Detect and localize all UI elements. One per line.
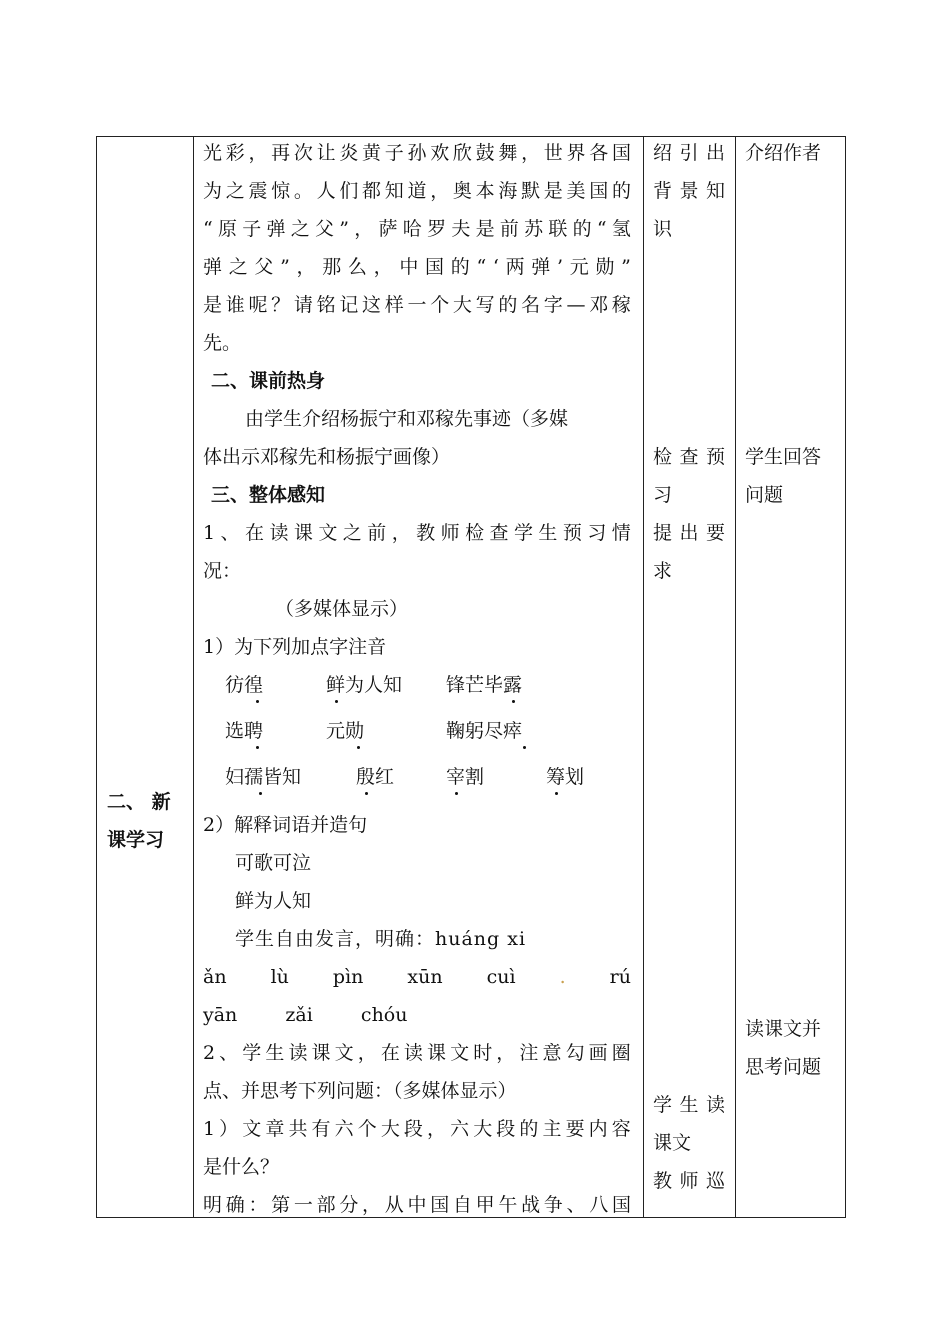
- emphasis-dot: [256, 746, 259, 749]
- word-item: 殷红: [356, 766, 395, 788]
- task1-line: 1）为下列加点字注音: [203, 636, 387, 658]
- emphasis-dot: [455, 792, 458, 795]
- emphasis-dot: [365, 792, 368, 795]
- phrase-item: 鲜为人知: [235, 890, 312, 912]
- word-item: 宰割: [446, 766, 485, 788]
- emphasis-dot: [259, 792, 262, 795]
- section-label-line2: 课学习: [107, 829, 165, 851]
- word-item: 选聘: [225, 720, 264, 742]
- teacher-line: 提 出 要: [653, 522, 725, 544]
- teacher-line: 求: [653, 560, 673, 582]
- word-item: 元勋: [326, 720, 365, 742]
- warmup-line: 体出示邓稼先和杨振宁画像）: [203, 446, 451, 468]
- student-activity-column: [735, 137, 845, 1217]
- teacher-line: 课文: [653, 1132, 692, 1154]
- emphasis-dot: [555, 792, 558, 795]
- emphasis-dot: [523, 746, 526, 749]
- pinyin-syllable: chóu: [360, 1004, 408, 1026]
- student-line: 读课文并: [745, 1018, 822, 1040]
- question-line: 1 ） 文 章 共 有 六 个 大 段 ， 六 大 段 的 主 要 内 容: [203, 1118, 631, 1140]
- intro-line: 弹 之 父 ” ， 那 么 ， 中 国 的 “ ‘ 两 弹 ’ 元 勋 ”: [203, 256, 631, 278]
- heading-overview: 三、整体感知: [211, 484, 326, 506]
- student-line: 问题: [745, 484, 784, 506]
- emphasis-dot: [335, 700, 338, 703]
- pinyin-syllable: rú: [609, 966, 631, 988]
- answer-line: 明 确 ： 第 一 部 分 ， 从 中 国 自 甲 午 战 争 、 八 国: [203, 1194, 631, 1216]
- teacher-line: 学 生 读: [653, 1094, 725, 1116]
- word-item: 锋芒毕露: [446, 674, 523, 696]
- pinyin-syllable: pìn: [332, 966, 364, 988]
- student-line: 思考问题: [745, 1056, 822, 1078]
- teacher-line: 习: [653, 484, 673, 506]
- intro-line: “ 原 子 弹 之 父 ” ， 萨 哈 罗 夫 是 前 苏 联 的 “ 氢: [203, 218, 631, 240]
- step2-line: 2 、 学 生 读 课 文 ， 在 读 课 文 时 ， 注 意 勾 画 圈: [203, 1042, 631, 1064]
- teacher-line: 教 师 巡: [653, 1170, 725, 1192]
- student-line: 学生回答: [745, 446, 822, 468]
- step1-line: 况：: [203, 560, 242, 582]
- pinyin-line: [203, 966, 631, 988]
- heading-warmup: 二、课前热身: [211, 370, 326, 392]
- pinyin-syllable: lù: [270, 966, 289, 988]
- pinyin-separator: .: [559, 966, 566, 988]
- teacher-activity-column: [643, 137, 735, 1217]
- word-item: 彷徨: [225, 674, 264, 696]
- pinyin-syllable: yān: [203, 1004, 238, 1026]
- section-label-line1: 二、 新: [107, 791, 171, 813]
- teacher-line: 识: [653, 218, 673, 240]
- word-item: 妇孺皆知: [225, 766, 302, 788]
- teacher-line: 检 查 预: [653, 446, 725, 468]
- step1-line: 1 、 在 读 课 文 之 前 ， 教 师 检 查 学 生 预 习 情: [203, 522, 631, 544]
- section-column: [97, 137, 193, 1217]
- word-item: 筹划: [546, 766, 585, 788]
- intro-line: 为 之 震 惊 。 人 们 都 知 道 ， 奥 本 海 默 是 美 国 的: [203, 180, 631, 202]
- task2-line: 2）解释词语并造句: [203, 814, 368, 836]
- warmup-line: 由学生介绍杨振宁和邓稼先事迹（多媒: [245, 408, 569, 430]
- pinyin-syllable: cuì: [486, 966, 516, 988]
- lesson-plan-table: [96, 136, 846, 1218]
- emphasis-dot: [512, 700, 515, 703]
- teacher-line: 绍 引 出: [653, 142, 725, 164]
- pinyin-syllable: zǎi: [285, 1004, 313, 1026]
- step2-line: 点、并思考下列问题：（多媒体显示）: [203, 1080, 517, 1102]
- answer-line: 学生自由发言，明确：huáng xi: [235, 928, 527, 950]
- phrase-item: 可歌可泣: [235, 852, 312, 874]
- question-line: 是什么？: [203, 1156, 280, 1178]
- intro-line: 光 彩 ， 再 次 让 炎 黄 子 孙 欢 欣 鼓 舞 ， 世 界 各 国: [203, 142, 631, 164]
- intro-line: 先。: [203, 332, 242, 354]
- multimedia-note: （多媒体显示）: [275, 598, 409, 620]
- word-item: 鞠躬尽瘁: [446, 720, 523, 742]
- teacher-line: 背 景 知: [653, 180, 725, 202]
- intro-line: 是 谁 呢 ？ 请 铭 记 这 样 一 个 大 写 的 名 字 — 邓 稼: [203, 294, 631, 316]
- emphasis-dot: [256, 700, 259, 703]
- pinyin-syllable: ǎn: [203, 966, 227, 988]
- student-line: 介绍作者: [745, 142, 822, 164]
- content-column: [193, 137, 643, 1217]
- word-item: 鲜为人知: [326, 674, 403, 696]
- pinyin-line: [203, 1004, 407, 1026]
- emphasis-dot: [357, 746, 360, 749]
- pinyin-syllable: xūn: [407, 966, 443, 988]
